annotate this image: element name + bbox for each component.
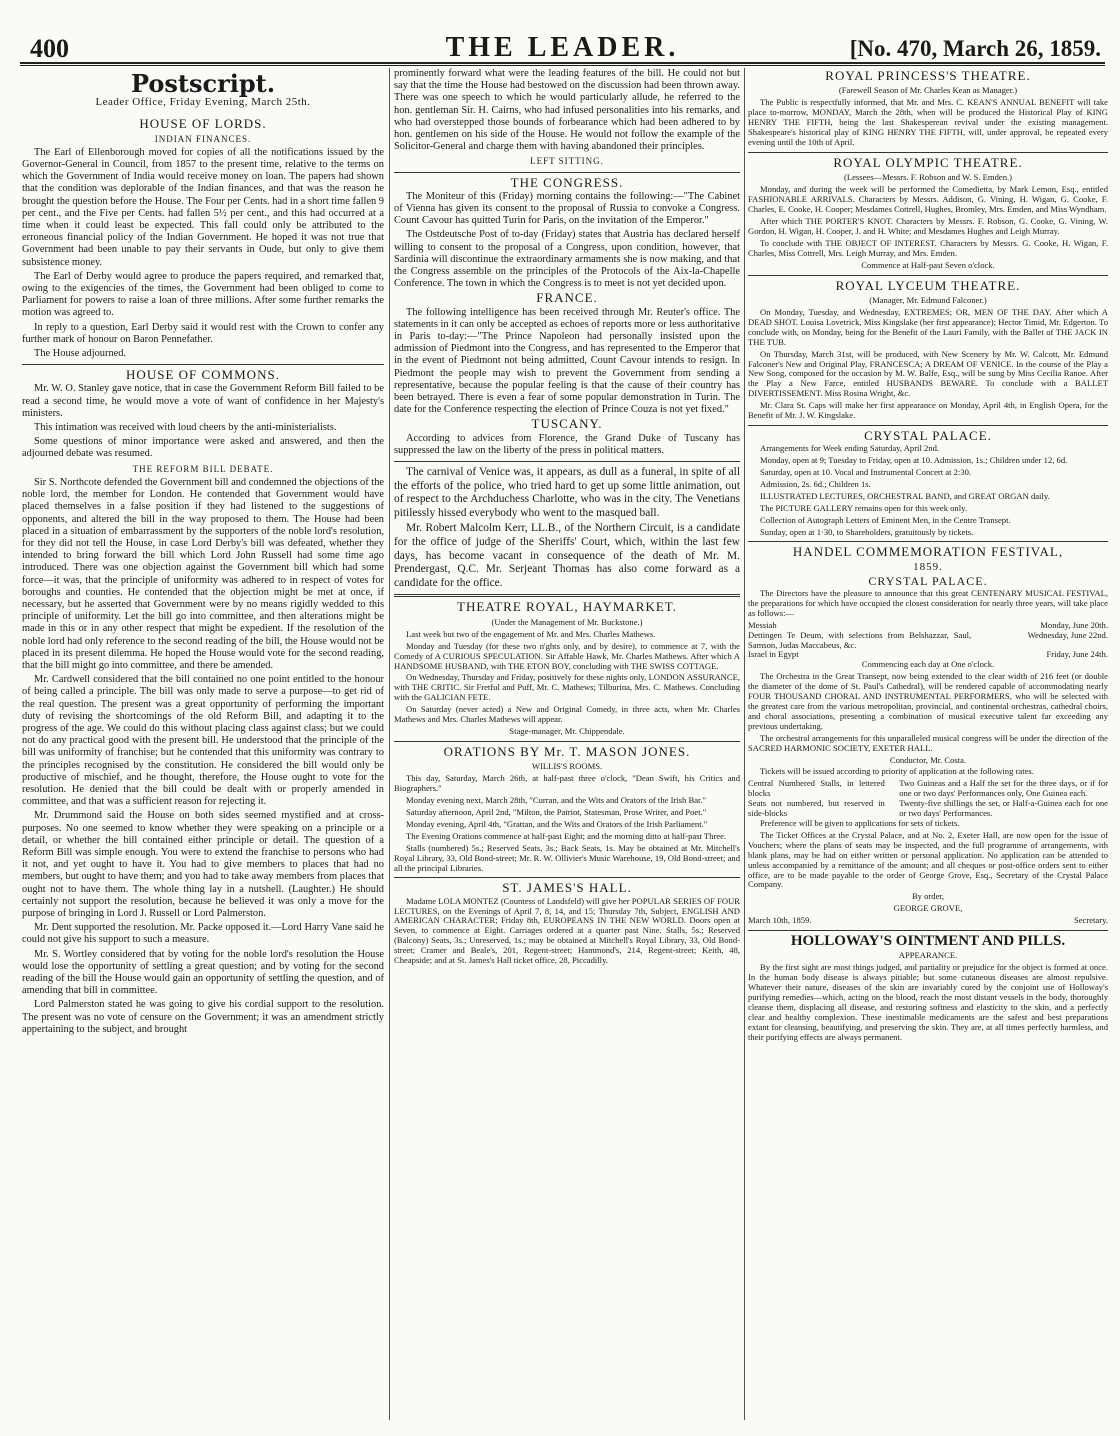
ad-title: CRYSTAL PALACE. <box>864 427 992 443</box>
ad-paragraph: Monday and Tuesday (for these two n'ghts only, and by desire), to commence at 7, with the Comedy of A CURIOUS SPECULATION. Sir Affable Hawk, Mr. Charles Mathews. After which A HANDSOME HUSBAND, with THE ETON BOY, concluding with THE SWISS COTTAGE. <box>394 640 740 671</box>
ad-signature: GEORGE GROVE, <box>893 903 963 914</box>
ad-role: Secretary. <box>1073 915 1108 926</box>
masthead-rule-thin <box>20 65 1105 66</box>
divider <box>394 594 740 597</box>
ad-paragraph: Saturday, open at 10. Vocal and Instrumental Concert at 2:30. <box>760 466 972 477</box>
ad-paragraph: The PICTURE GALLERY remains open for this week only. <box>760 502 968 513</box>
schedule-date: Friday, June 24th. <box>1046 649 1108 660</box>
ad-subtitle: (Lessees—Messrs. F. Robson and W. S. Emden.) <box>843 172 1013 183</box>
section-subtitle: THE REFORM BILL DEBATE. <box>132 463 274 474</box>
advertisement-handel-festival <box>748 546 1108 926</box>
divider <box>22 364 384 365</box>
ad-date: March 10th, 1859. <box>748 915 812 926</box>
ad-paragraph: On Thursday, March 31st, will be produced, with New Scenery by Mr. W. Calcott, Mr. Edmund Falconer's New and Original Play, FRANCESCA; A DREAM OF VENICE. In the course of the Play a New Song, composed for the occasion by M. W. Balfe, Esq., will be sung by Miss Cecilia Ranoe. After the Play a New Farce, entitled HUSBANDS BEWARE. To conclude with a BALLET DIVERTISSEMENT. Miss Rosina Wright, &c. <box>748 348 1108 399</box>
column-divider <box>744 68 745 1420</box>
article-paragraph: Mr. Robert Malcolm Kerr, LL.B., of the Northern Circuit, is a candidate for the office of judge of the Sheriffs' Court, which, within the last few days, has become vacant in consequence of the death of Mr. M. Prendergast, Q.C. Mr. Serjeant Thomas has also come forward as a candidate for the office. <box>394 522 740 589</box>
article-paragraph: Sir S. Northcote defended the Government bill and condemned the objections of the noble lord, the member for London. He contended that Government would have placed themselves in a false position if they had listened to the suggestions of opponents, and altered the bill in the way proposed to them. The House had been placed in a situation of embarrassment by the supporters of the noble lord's resolution, for they did not tell the House, in case Lord Derby's bill was defeated, whether they intended to bring forward the bill which Lord John Russell had some time ago introduced. There was one objection against the Government bill which had some force—it was, that the principle of uniformity was adhered to in respect of votes for boroughs and counties. He contended that the objection might be met at once, if necessary, but he asserted that Government were by no means rigidly wedded to this principle of uniformity. Let the bill go into committee, and then alterations might be made in this or in any other respect that might be expedient. If the resolution of the noble lord had only reference to the second reading of the bill, the House would not be placed in its present dilemma. He hoped the House would vote for the second reading, that the bill might go into committee, and there be amended. <box>22 476 384 671</box>
ad-paragraph: Monday, open at 9; Tuesday to Friday, open at 10. Admission, 1s.; Children under 12, 6d. <box>760 455 1068 466</box>
section-title: FRANCE. <box>536 290 598 306</box>
masthead-rule <box>20 62 1105 64</box>
ad-subtitle: (Farewell Season of Mr. Charles Kean as Manager.) <box>838 85 1018 96</box>
ad-paragraph: Monday evening, April 4th, "Grattan, and the Wits and Orators of the Irish Parliament." <box>406 818 708 829</box>
rate-row <box>748 779 1108 799</box>
rate-seat: Seats not numbered, but reserved in side-blocks <box>748 798 885 819</box>
signature-row <box>748 916 1108 926</box>
ad-paragraph: Tickets will be issued according to priority of application at the following rates. <box>760 766 1034 777</box>
ad-year: 1859. <box>913 560 943 573</box>
ad-subtitle: WILLIS'S ROOMS. <box>531 761 603 772</box>
rate-row <box>748 799 1108 819</box>
divider <box>748 152 1108 153</box>
schedule-work: Dettingen Te Deum, with selections from Belshazzar, Saul, Samson, Judas Maccabeus, &c. <box>748 629 972 650</box>
ad-paragraph: Conductor, Mr. Costa. <box>889 754 967 765</box>
ad-paragraph: The Orchestra in the Great Transept, now being extended to the clear width of 216 feet (or double the diameter of the dome of St. Paul's Cathedral), will be rendered capable of accommodating nearly FOUR THOUSAND CHORAL AND INSTRUMENTAL PERFORMERS, who will be selected with the greatest care from the various metropolitan, provincial, and continental orchestras, cathedral choirs, and choral associations, presenting a combination of musical executive talent far exceeding any previous undertaking. <box>748 671 1108 731</box>
section-subtitle: LEFT SITTING. <box>530 156 604 167</box>
schedule-work: Messiah <box>748 619 777 630</box>
ad-paragraph: Monday evening next, March 28th, "Curran, and the Wits and Orators of the Irish Bar." <box>406 795 707 806</box>
article-paragraph: The Earl of Derby would agree to produce the papers required, and remarked that, owing to the exigencies of the times, the Government had been obliged to come to Parliament for powers to raise a loan of three millions. After some further remarks the motion was agreed to. <box>22 270 384 319</box>
column-2 <box>394 68 740 1420</box>
newspaper-title: THE LEADER. <box>445 32 680 63</box>
ad-paragraph: Last week but two of the engagement of Mr. and Mrs. Charles Mathews. <box>406 628 656 639</box>
article-paragraph: Lord Palmerston stated he was going to give his cordial support to the resolution. The present was no vote of censure on the Government; it was an amendment strictly appertaining to the subject, and brought <box>22 999 384 1035</box>
divider <box>394 877 740 878</box>
article-paragraph: In reply to a question, Earl Derby said it would rest with the Crown to confer any further mark of honour on Baron Pennefather. <box>22 321 384 345</box>
divider <box>394 741 740 742</box>
ad-paragraph: After which THE PORTER'S KNOT. Characters by Messrs. F. Robson, G. Cooke, G. Vining, W. Gordon, H. Wigan, H. Cooper, J. and H. White; and Mesdames Hughes and Leigh Murray. <box>748 216 1108 236</box>
article-paragraph: Mr. Dent supported the resolution. Mr. Packe opposed it.—Lord Harry Vane said he could not give his support to such a measure. <box>22 922 384 946</box>
article-paragraph: Mr. S. Wortley considered that by voting for the noble lord's resolution the House would lose the opportunity of settling a great question; and by voting for the second reading of the bill the House would gain an opportunity of settling the question, and of amending that bill in committee. <box>22 948 384 997</box>
ad-paragraph: The Directors have the pleasure to announce that this great CENTENARY MUSICAL FESTIVAL, the preparations for which have occupied the closest consideration for nearly three years, will take place as follows:— <box>748 588 1108 618</box>
column-divider <box>389 68 390 1420</box>
ad-title: ROYAL LYCEUM THEATRE. <box>835 277 1021 293</box>
ad-subtitle: CRYSTAL PALACE. <box>868 573 988 588</box>
section-title: TUSCANY. <box>531 416 603 432</box>
ad-paragraph: On Wednesday, Thursday and Friday, positively for these nights only, LONDON ASSURANCE, with THE CRITIC. Sir Fretful and Puff, Mr. C. Mathews; Tilburina, Mrs. C. Mathews. Concluding with the GALICIAN FETE. <box>394 672 740 703</box>
advertisement-st-james-hall <box>394 882 740 966</box>
ad-paragraph: This day, Saturday, March 26th, at half-past three o'clock, "Dean Swift, his Critics and Biographers." <box>394 773 740 794</box>
ad-paragraph: By the first sight are most things judged, and partiality or prejudice for the object is formed at once. In the human body disease is always pitiable; but some cutaneous diseases are almost repulsive. Whatever their nature, diseases of the skin are invariably cured by the conjoint use of Holloway's purifying remedies—which, acting on the blood, reach the most distant vessels in the body, thoroughly cleanse them, displacing all disease, and restoring softness and elasticity to the skin, and a perfectly clear and healthy complexion. These inestimable medicaments are the safest and best preparations extant for cleansing, beautifying, and preserving the skin. They are, at all times perfectly harmless, and their purifying effects are always permanent. <box>748 962 1108 1042</box>
section-title: HOUSE OF COMMONS. <box>126 367 280 383</box>
schedule-date: Monday, June 20th. <box>1040 619 1108 630</box>
ad-paragraph: The Ticket Offices at the Crystal Palace, and at No. 2, Exeter Hall, are now open for the issue of Vouchers; where the plans of seats may be inspected, and the full programme of arrangements, with blank plans, may be had on either written or personal application. No application can be attended to unless accompanied by a remittance of the amount; and all cheques or post-office orders sent to either office, are to be made payable to the order of George Grove, Esq., Secretary of the Crystal Palace Company. <box>748 829 1108 890</box>
article-paragraph: Mr. Cardwell considered that the bill contained no one point entitled to the honour of being called a principle. The bill was only made to serve a purpose—to get rid of the real question. The present was a great opportunity of performing the important duty of revising the shortcomings of the old Reform Bill, and adapting it to the progress of the age. We could do this without placing class against class; but we could not do any practical good with the present bill. He understood that the principle of the bill was uniformity of franchise; but he contended that this uniformity was contrary to the principles recognised by the constitution. He considered the bill would only be productive of mischief, and he thought, therefore, the House ought to vote for the resolution. He denied that the bill could be dealt with or properly amended in committee, and that was a sufficient reason for rejecting it. <box>22 674 384 808</box>
ad-paragraph: On Monday, Tuesday, and Wednesday, EXTREMES; OR, MEN OF THE DAY. After which A DEAD SHOT. Louisa Lovetrick, Miss Kingslake (her first appearance); Hector Timid, Mr. Edgerton. To conclude with, on Monday, being for the Benefit of the Lauri Family, with the Ballet of THE JACK IN THE TUB. <box>748 307 1108 347</box>
ad-paragraph: The Evening Orations commence at half-past Eight; and the morning ditto at half-past Three. <box>406 830 727 841</box>
ad-subtitle: (Under the Management of Mr. Buckstone.) <box>491 616 643 627</box>
divider <box>748 425 1108 426</box>
article-paragraph: The House adjourned. <box>34 348 127 360</box>
article-paragraph: This intimation was received with loud cheers by the anti-ministerialists. <box>34 422 337 434</box>
advertisement-olympic <box>748 154 1108 271</box>
ad-paragraph: The Public is respectfully informed, that Mr. and Mrs. C. KEAN'S ANNUAL BENEFIT will take place to-morrow, MONDAY, March the 28th, when will be produced the Historical Play of KING HENRY THE FIFTH, being the last Shakesperean revival under the existing management. Shakespeare's historical play of KING HENRY THE FIFTH, will, under approval, be repeated every evening until the 10th of April. <box>748 97 1108 148</box>
advertisement-lyceum <box>748 277 1108 421</box>
divider <box>748 275 1108 276</box>
article-paragraph: The carnival of Venice was, it appears, as dull as a funeral, in spite of all the efforts of the police, who tried hard to get up some little animation, out of respect to the Archduchess Charlotte, who was in the city. The Venetians pitilessly hissed everybody who went to the masqued ball. <box>394 466 740 519</box>
masthead <box>20 14 1105 63</box>
ad-paragraph: To conclude with THE OBJECT OF INTEREST. Characters by Messrs. G. Cooke, H. Wigan, F. Charles, Miss Cottrell, Mrs. Leigh Murray, and Mrs. Emden. <box>748 237 1108 258</box>
ad-paragraph: Monday, and during the week will be performed the Comedietta, by Mark Lemon, Esq., entitled FASHIONABLE ARRIVALS. Characters by Messrs. Addison, G. Vining, H. Wigan, G. Cooke, F. Charles, E. Cooke, H. Cooper; Mesdames Cottrell, Hughes, Bromley, Mrs. Emden, and Miss Wyndham. <box>748 184 1108 215</box>
ad-paragraph: The orchestral arrangements for this unparalleled musical congress will be under the direction of the SACRED HARMONIC SOCIETY, EXETER HALL. <box>748 732 1108 753</box>
ad-title: THEATRE ROYAL, HAYMARKET. <box>457 599 677 615</box>
article-paragraph: The Ostdeutsche Post of to-day (Friday) states that Austria has declared herself willing to consent to the proposal of a Congress, upon condition, however, that Sardinia will discontinue the extraordinary armaments she is now making, and that the Congress assemble on the principles of the Protocols of the Aix-la-Chapelle Conference. The town in which the Congress is to meet is not yet decided upon. <box>394 229 740 290</box>
ad-paragraph: Arrangements for Week ending Saturday, April 2nd. <box>760 443 940 454</box>
section-title: HOUSE OF LORDS. <box>139 116 267 132</box>
ad-title: HANDEL COMMEMORATION FESTIVAL, <box>792 544 1064 560</box>
ad-subtitle: APPEARANCE. <box>898 950 958 961</box>
advertisement-holloway <box>748 935 1108 1043</box>
article-paragraph: Mr. W. O. Stanley gave notice, that in case the Government Reform Bill failed to be read a second time, he would move a vote of want of confidence in her Majesty's ministers. <box>22 383 384 419</box>
ad-paragraph: Mr. Clara St. Caps will make her first appearance on Monday, April 4th, in English Opera, for the Benefit of Mr. J. W. Kingslake. <box>748 400 1108 421</box>
article-paragraph: The Earl of Ellenborough moved for copies of all the notifications issued by the Governor-General in Council, from 1857 to the present time, relative to the terms on which the Government of India would receive money on loan. The papers had shown that the condition was deplorable of the Indian finances, and that was the reason he brought the question before the House. The Four per Cents. had in a short time fallen 9 per cent., and the Five per Cents. had fallen 5½ per cent., and this had occurred at a time when it could least be expected. This fall could only be attributed to the erroneous financial policy of the Indian Government. He hoped it was not true that Government had been unable to pay their servants in Oude, but only to give them subsistence money. <box>22 146 384 268</box>
column-3 <box>748 68 1108 1420</box>
ad-subtitle: (Manager, Mr. Edmund Falconer.) <box>869 294 987 305</box>
ad-title: HOLLOWAY'S OINTMENT AND PILLS. <box>790 933 1066 950</box>
column-1 <box>22 68 384 1420</box>
advertisement-princess <box>748 70 1108 148</box>
issue-line: [No. 470, March 26, 1859. <box>849 36 1101 61</box>
ad-paragraph: Admission, 2s. 6d.; Children 1s. <box>760 478 871 489</box>
postscript-heading: Postscript. <box>130 69 276 98</box>
ad-paragraph: Collection of Autograph Letters of Eminent Men, in the Centre Transept. <box>760 514 1011 525</box>
ad-title: ORATIONS BY Mr. T. MASON JONES. <box>443 743 691 759</box>
article-paragraph: According to advices from Florence, the Grand Duke of Tuscany has suppressed the law on the liberty of the press in political matters. <box>394 432 740 456</box>
schedule-date: Wednesday, June 22nd. <box>1027 629 1108 640</box>
advertisement-haymarket <box>394 601 740 736</box>
ad-paragraph: Sunday, open at 1·30, to Shareholders, gratuitously by tickets. <box>760 526 974 537</box>
divider <box>394 172 740 173</box>
divider <box>394 461 740 462</box>
ad-paragraph: Preference will be given to applications for sets of tickets. <box>760 817 960 828</box>
article-paragraph: prominently forward what were the leading features of the bill. He could not but say that the time the House had bestowed on the discussion had been thrown away. There was one speech to which he would particularly allude, he referred to the hon. gentleman Sir. H. Cairns, who had infused personalities into his remarks, and who had overstepped those bounds of forbearance which had been adhered to by hon. gentlemen on his side of the House. He would not follow the example of the Solicitor-General and charge them with having abandoned their principles. <box>394 68 740 153</box>
rate-price: Two Guineas and a Half the set for the three days, or if for one or two days' Performances only, One Guinea each. <box>899 778 1108 799</box>
schedule-work: Israel in Egypt <box>748 649 799 660</box>
rate-price: Twenty-five shillings the set, or Half-a-Guinea each for one or two days' Performances. <box>899 798 1108 819</box>
ad-paragraph: By order, <box>911 891 945 902</box>
ad-paragraph: Commence at Half-past Seven o'clock. <box>861 259 995 270</box>
page-number: 400 <box>30 34 69 63</box>
article-paragraph: The following intelligence has been received through Mr. Reuter's office. The statements in it can only be accepted as echoes of reports more or less authoritative in Paris to-day:—"The Prince Napoleon had personally insisted upon the admission of Piedmont into the Congress, and has represented to the Emperor that in the event of Piedmont not being admitted, Count Cavour intends to resign. In Piedmont the people may wish to prevent the Government from sending a representative, because the popular feeling is that the cause of their country has been betrayed. There is even a fear of some popular demonstration in Turin. The date for the Conference respecting the election of Prince Couza is not yet fixed." <box>394 306 740 416</box>
section-subtitle: INDIAN FINANCES. <box>154 133 252 144</box>
advertisement-orations <box>394 743 740 874</box>
dateline: Leader Office, Friday Evening, March 25th. <box>95 96 311 109</box>
ad-title: ROYAL PRINCESS'S THEATRE. <box>825 68 1031 83</box>
ad-paragraph: Saturday afternoon, April 2nd, "Milton, the Patriot, Statesman, Prose Writer, and Poet." <box>406 807 707 818</box>
ad-title: ROYAL OLYMPIC THEATRE. <box>833 154 1023 170</box>
rate-seat: Central Numbered Stalls, in lettered blocks <box>748 778 885 799</box>
divider <box>748 930 1108 931</box>
article-paragraph: The Moniteur of this (Friday) morning contains the following:—"The Cabinet of Vienna has given its consent to the proposal of Russia to convoke a Congress. Count Cavour has quitted Turin for Paris, on the invitation of the Emperor." <box>394 190 740 227</box>
ad-paragraph: Commencing each day at One o'clock. <box>861 659 995 670</box>
ad-paragraph: Stalls (numbered) 5s.; Reserved Seats, 3s.; Back Seats, 1s. May be obtained at Mr. Mitchell's Royal Library, 33, Old Bond-street; Mr. R. W. Ollivier's Music Warehouse, 19, Old Bond-street; and all the principal Libraries. <box>394 842 740 873</box>
ad-paragraph: On Saturday (never acted) a New and Original Comedy, in three acts, when Mr. Charles Mathews and Mrs. Charles Mathews will appear. <box>394 704 740 725</box>
ad-paragraph: Madame LOLA MONTEZ (Countess of Landsfeld) will give her POPULAR SERIES OF FOUR LECTURES, on the Evenings of April 7, 8, 14, and 15; Thursday 7th, Subject, ENGLISH AND AMERICAN CHARACTER; Friday 8th, EUROPEANS IN THE NEW WORLD. Doors open at Seven, to commence at Eight. Carriages ordered at a quarter past Nine. Stalls, 5s.; Reserved (Balcony) Seats, 3s.; Unreserved, 1s.; may be obtained at Mitchell's Royal Library, 33, Old Bond-street; Cramer and Beale's, 201, Regent-street; Hammond's, 214, Regent-street; Keith, 48, Cheapside; and at St. James's Hall ticket office, 28, Piccadilly. <box>394 895 740 966</box>
article-paragraph: Some questions of minor importance were asked and answered, and then the adjourned debate was resumed. <box>22 436 384 460</box>
advertisement-crystal-palace <box>748 427 1108 537</box>
section-title: THE CONGRESS. <box>510 174 624 190</box>
ad-paragraph: Stage-manager, Mr. Chippendale. <box>509 726 625 736</box>
divider <box>748 541 1108 542</box>
article-paragraph: Mr. Drummond said the House on both sides seemed mystified and at cross-purposes. No one seemed to know whether they were speaking on a principle or a detail, or whether the bill contained either principle or detail. The question of a Reform Bill was simple enough. You were to extend the franchise to persons who had it not, and yet ought to have it. You had to give members to places that had no members, but ought to have them; and you had to take away members from places that ought not to have them. The whole thing lay in a nutshell. (Laughter.) He should certainly not support the resolution, because he believed it was only a move for the purpose of bringing in Lord J. Russell or Lord Palmerston. <box>22 810 384 919</box>
ad-paragraph: ILLUSTRATED LECTURES, ORCHESTRAL BAND, and GREAT ORGAN daily. <box>760 490 1050 501</box>
schedule-row <box>748 631 1108 651</box>
ad-title: ST. JAMES'S HALL. <box>502 880 632 896</box>
